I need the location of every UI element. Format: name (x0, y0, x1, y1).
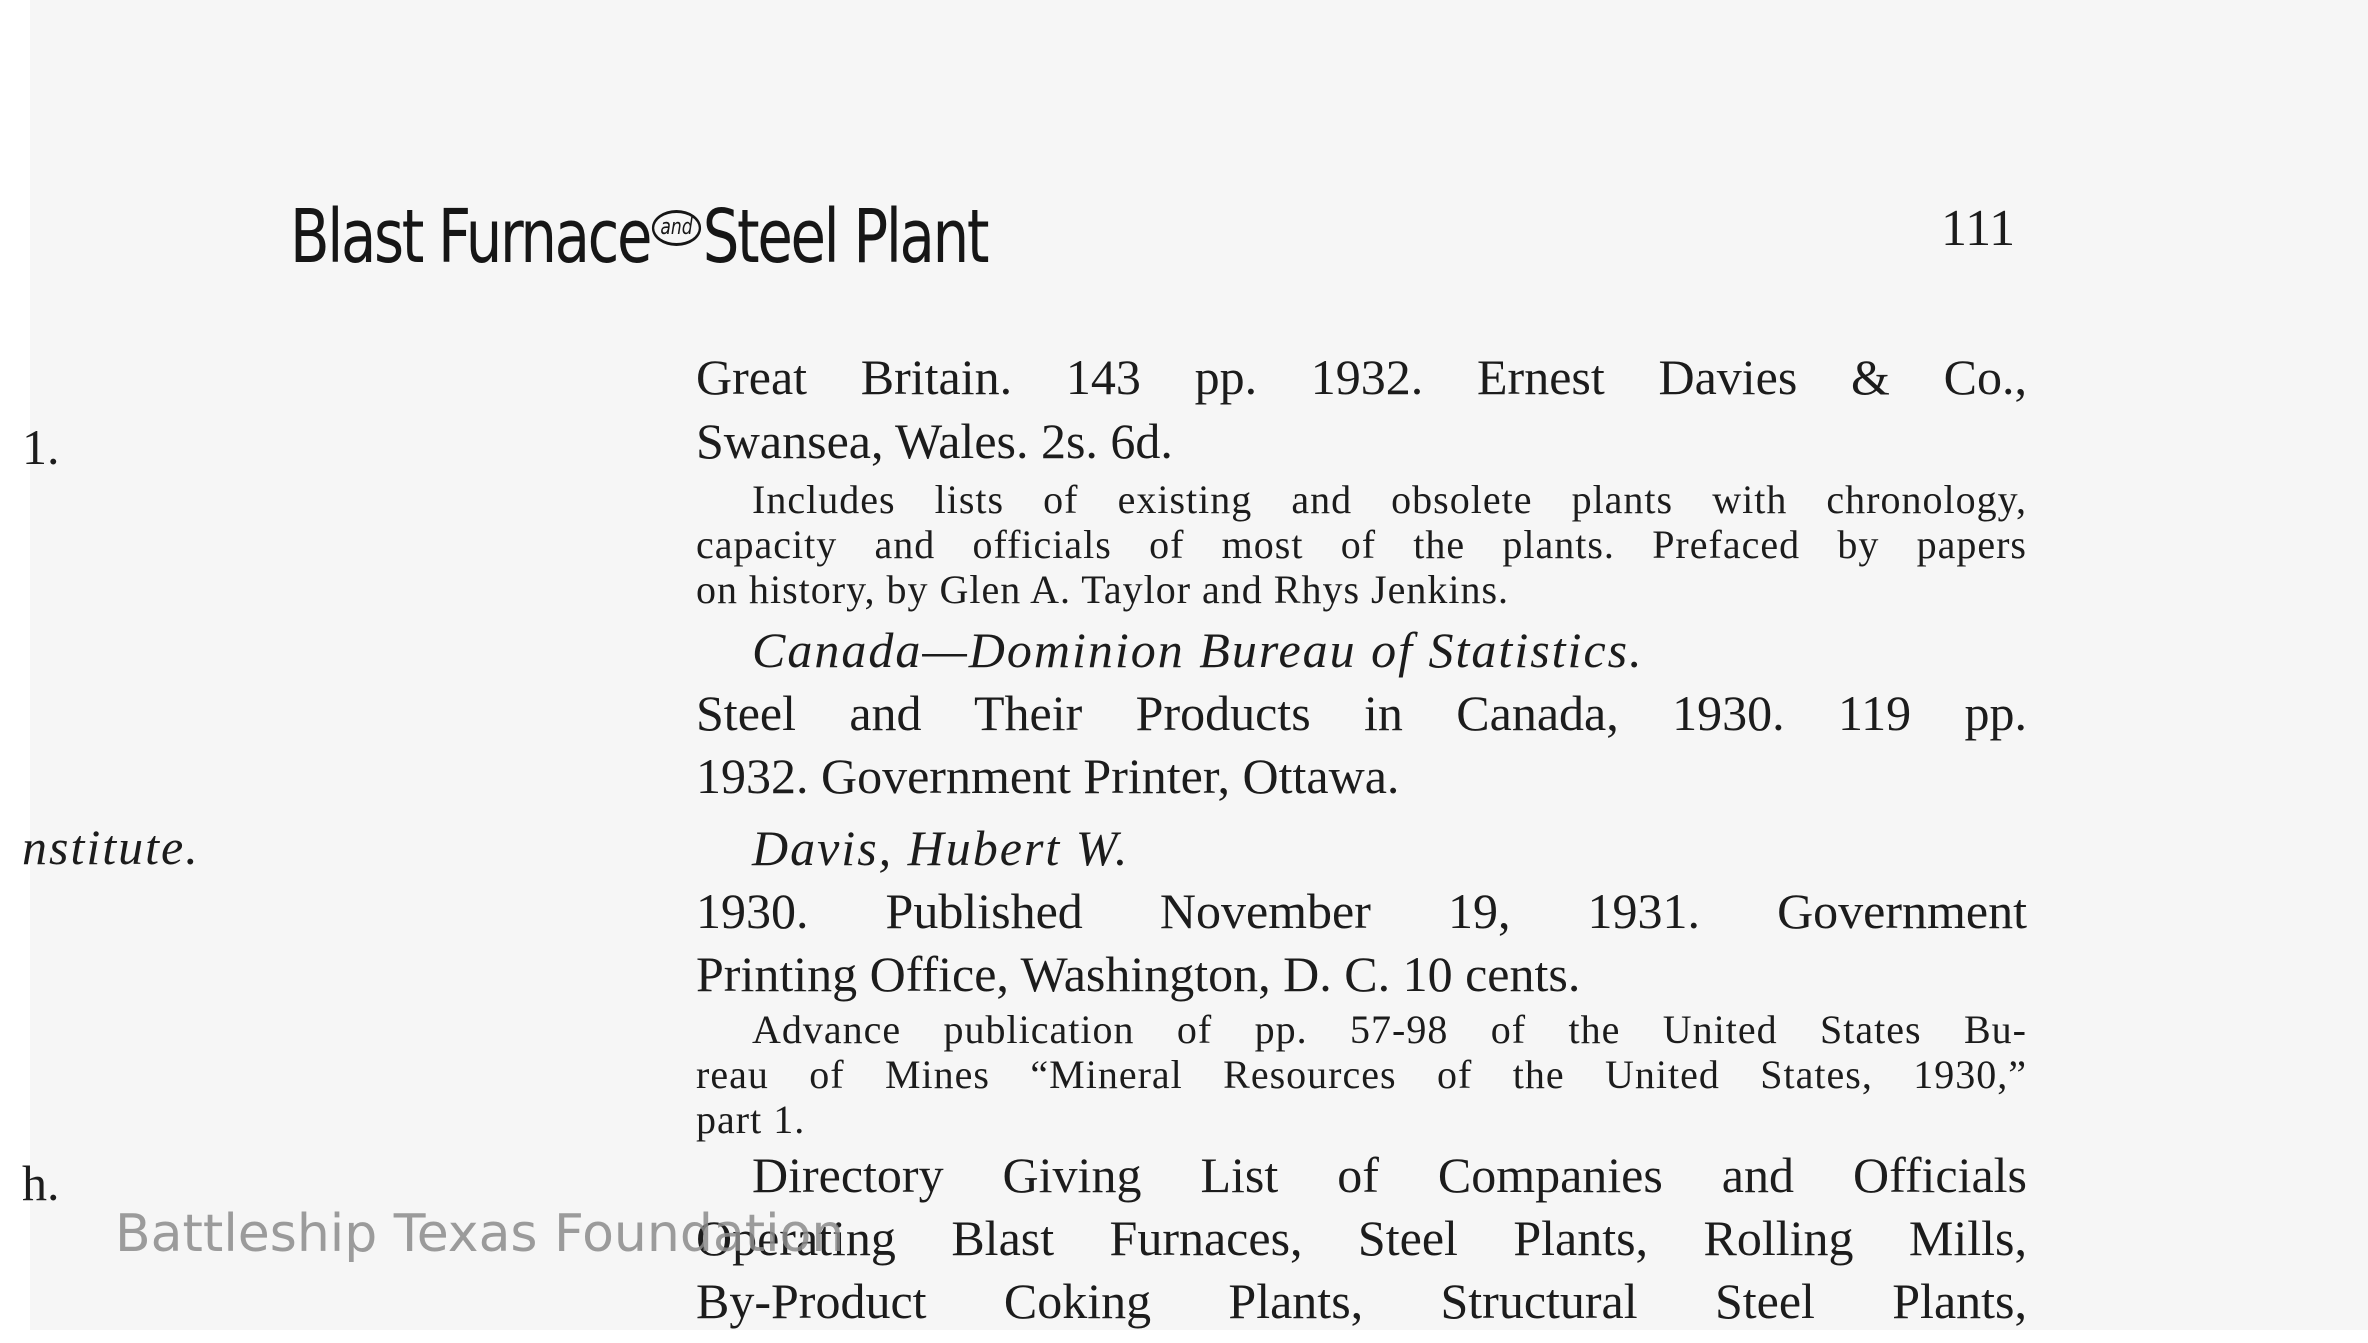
header-title-end: Steel Plant (702, 194, 988, 280)
citation-line: Printing Office, Washington, D. C. 10 cents. (696, 946, 1581, 1002)
citation-line: 1932. Government Printer, Ottawa. (696, 748, 1400, 804)
citation-line: Directory Giving List of Companies and Officials (752, 1147, 2027, 1203)
citation-line: Operating Blast Furnaces, Steel Plants, Rolling Mills, (696, 1210, 2027, 1266)
citation-line: Steel and Their Products in Canada, 1930. 119 pp. (696, 685, 2027, 741)
citation-author-italic: Canada—Dominion Bureau of Statistics. (752, 622, 1644, 678)
left-line: 1. (22, 419, 60, 475)
citation-line: 1930. Published November 19, 1931. Government (696, 883, 2027, 939)
annotation-line: part 1. (696, 1097, 806, 1142)
header-title-start: Blast Furnace (290, 194, 651, 280)
running-header-title (290, 194, 988, 280)
page-number: 111 (1941, 200, 2016, 257)
citation-line: By-Product Coking Plants, Structural Steel Plants, (696, 1273, 2027, 1329)
annotation-line: Advance publication of pp. 57-98 of the United States Bu- (752, 1007, 2027, 1052)
annotation-line: Includes lists of existing and obsolete plants with chronology, (752, 477, 2027, 522)
annotation-line: capacity and officials of most of the plants. Prefaced by papers (696, 522, 2027, 567)
citation-line: Swansea, Wales. 2s. 6d. (696, 413, 1173, 469)
watermark: Battleship Texas Foundation (115, 1204, 845, 1264)
annotation-line: reau of Mines “Mineral Resources of the United States, 1930,” (696, 1052, 2027, 1097)
left-line-italic: nstitute. (22, 819, 200, 875)
left-line: h. (22, 1155, 60, 1211)
and-mark: and (652, 210, 701, 246)
annotation-line: on history, by Glen A. Taylor and Rhys Jenkins. (696, 567, 1510, 612)
citation-line: Great Britain. 143 pp. 1932. Ernest Davies & Co., (696, 349, 2027, 405)
citation-author-italic: Davis, Hubert W. (752, 820, 1130, 876)
